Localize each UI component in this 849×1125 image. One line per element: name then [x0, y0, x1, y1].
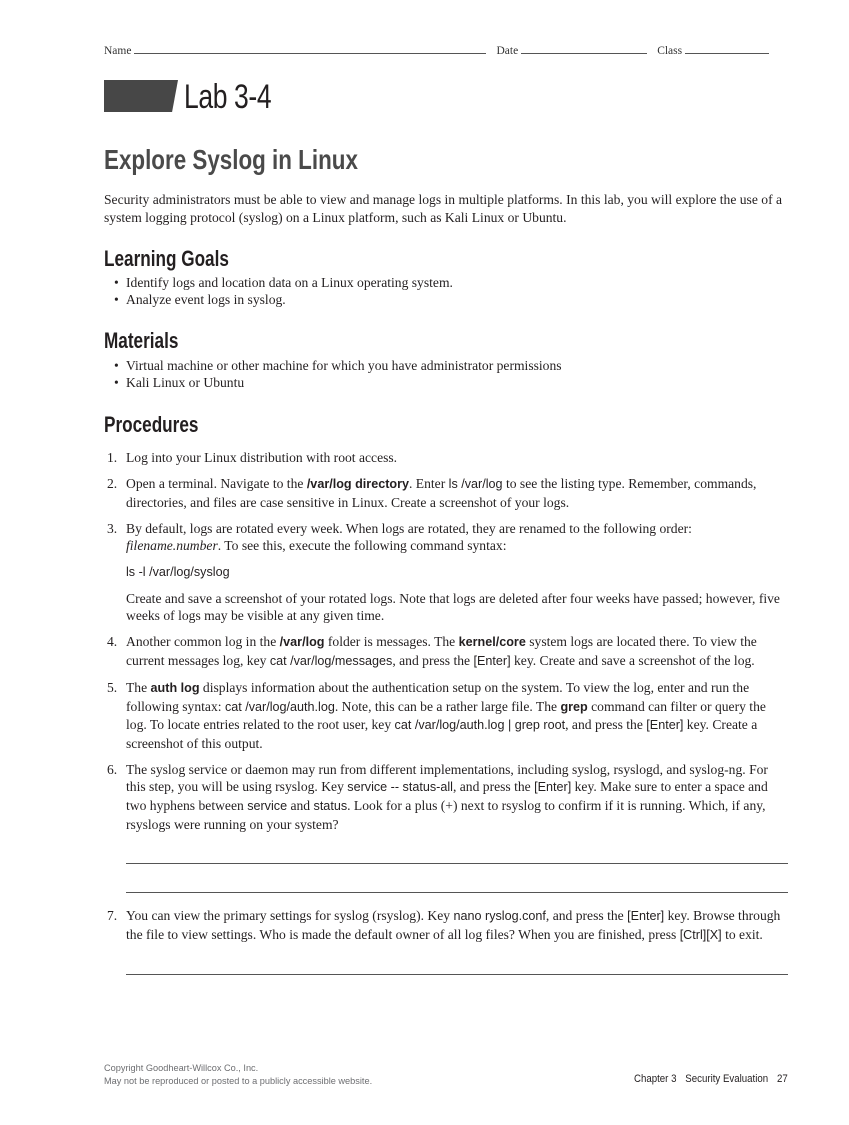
text-run: , and press the: [565, 717, 647, 733]
learning-goals-heading: Learning Goals: [104, 246, 229, 271]
text-run: command can filter or query the log. To locate entries related to the root user, key: [126, 698, 766, 733]
date-field-line[interactable]: [521, 42, 647, 54]
reproduction-notice: May not be reproduced or posted to a publicly accessible website.: [104, 1075, 373, 1086]
inline-code-text: [Ctrl][X]: [679, 927, 722, 942]
procedures-list: [104, 449, 788, 989]
procedure-step: [104, 907, 788, 975]
lab-banner: [104, 78, 788, 116]
procedure-step: [104, 679, 788, 752]
text-run: to exit.: [721, 926, 763, 942]
step-number: 6.: [107, 761, 118, 777]
answer-line[interactable]: [126, 974, 788, 975]
text-run: . To see this, execute the following command syntax:: [217, 538, 507, 554]
student-info-header: [104, 42, 788, 57]
procedure-step: [104, 475, 788, 511]
page-footer: [625, 1073, 788, 1085]
page-number: 27: [777, 1073, 788, 1085]
inline-code-text: service: [247, 799, 288, 813]
inline-code-text: nano ryslog.conf: [453, 909, 546, 924]
name-field-line[interactable]: [134, 42, 486, 54]
text-run: Security administrators must be able to view and manage logs in multiple platforms. In this lab, you will explore the use of a system logging protocol (syslog) on a Linux platform, such as Kali Linux or Ubuntu.: [104, 192, 783, 225]
materials-list: [104, 357, 788, 392]
materials-heading: Materials: [104, 328, 179, 353]
procedures-heading: Procedures: [104, 412, 199, 437]
inline-code-text: status: [313, 799, 348, 813]
text-run: By default, logs are rotated every week. When logs are rotated, they are renamed to the following order:: [126, 520, 692, 536]
inline-code-text: kernel/core: [458, 635, 526, 650]
text-run: key. Create a screenshot of this output.: [126, 717, 758, 751]
step-text: [126, 679, 788, 752]
name-label: Name: [104, 45, 132, 57]
step-number: 7.: [107, 908, 118, 924]
chapter-label: Chapter 3: [634, 1073, 677, 1085]
text-run: . Enter: [409, 476, 449, 492]
text-run: folder is messages. The: [324, 634, 459, 650]
inline-code-text: auth log: [150, 680, 200, 695]
copyright-text: Copyright Goodheart-Willcox Co., Inc.: [104, 1063, 259, 1073]
date-label: Date: [496, 45, 519, 57]
text-run: Open a terminal. Navigate to the: [126, 476, 307, 492]
text-run: to see the listing type. Remember, commands, directories, and files are case sensitive in Linux. Create a screenshot of your logs.: [126, 476, 757, 510]
section-label: Security Evaluation: [685, 1073, 769, 1085]
procedure-step: [104, 761, 788, 893]
step-text: [126, 761, 788, 833]
inline-code-text: service -- status-all: [347, 780, 453, 795]
list-item: • Kali Linux or Ubuntu: [104, 374, 788, 391]
text-run: The: [126, 679, 151, 695]
step-number: 1.: [107, 450, 118, 465]
list-item: • Analyze event logs in syslog.: [104, 291, 788, 308]
procedure-step: [104, 449, 788, 467]
list-item: • Virtual machine or other machine for which you have administrator permissions: [104, 357, 788, 374]
answer-line[interactable]: [126, 863, 788, 864]
text-run: filename.number: [126, 538, 218, 554]
text-run: . Look for a plus (+) next to rsyslog to confirm if it is running. Which, if any, rsyslogs were running on your system?: [126, 798, 766, 832]
inline-code-text: cat /var/log/auth.log: [224, 699, 335, 714]
text-run: The syslog service or daemon may run from different implementations, including syslog, rsyslogd, and syslog-ng. For this step, you will be using rsyslog. Key: [126, 761, 768, 795]
step-text: [126, 907, 788, 944]
list-item: • Identify logs and location data on a Linux operating system.: [104, 274, 788, 291]
lab-banner-bar: [104, 80, 178, 112]
class-label: Class: [657, 45, 683, 57]
inline-code-text: /var/log directory: [306, 477, 409, 492]
step-text: [126, 633, 788, 670]
inline-code-text: ls /var/log: [448, 477, 503, 492]
class-field-line[interactable]: [685, 42, 769, 54]
inline-code-text: [Enter]: [646, 718, 684, 733]
procedure-step: [104, 520, 788, 625]
step-text: [126, 475, 788, 511]
text-run: Log into your Linux distribution with root access.: [126, 450, 398, 465]
text-run: system logs are located there. To view the current messages log, key: [126, 634, 757, 668]
lab-number: Lab 3-4: [184, 78, 272, 116]
text-run: and: [287, 798, 314, 813]
text-run: displays information about the authentication setup on the system. To view the log, enter and run the following syntax:: [126, 679, 750, 714]
procedure-step: [104, 633, 788, 670]
inline-code-text: [Enter]: [627, 909, 665, 924]
learning-goals-list: [104, 274, 788, 309]
text-run: , and press the: [452, 779, 535, 795]
text-run: key. Create and save a screenshot of the log.: [510, 652, 755, 668]
step-followup-text: [126, 590, 788, 625]
text-run: . Note, this can be a rather large file. The: [334, 698, 561, 714]
inline-code-text: cat /var/log/auth.log | grep root: [394, 718, 566, 733]
page-title: Explore Syslog in Linux: [104, 144, 358, 175]
text-run: , and press the: [545, 908, 628, 924]
inline-code-text: [Enter]: [473, 653, 511, 668]
step-number: 3.: [107, 520, 118, 536]
step-text: [126, 449, 788, 467]
text-run: key. Browse through the file to view settings. Who is made the default owner of all log files? When you are finished, press: [126, 908, 781, 942]
command-example: [126, 563, 788, 582]
inline-code-text: [Enter]: [534, 780, 572, 795]
inline-code-text: /var/log: [279, 635, 325, 650]
step-number: 4.: [107, 634, 118, 650]
text-run: Another common log in the: [126, 634, 280, 650]
step-text: [126, 520, 788, 555]
text-run: , and press the: [392, 652, 474, 668]
inline-code-text: cat /var/log/messages: [269, 653, 393, 668]
inline-code-text: grep: [560, 699, 588, 714]
inline-code-text: ls -l /var/log/syslog: [126, 564, 230, 579]
intro-paragraph: [104, 191, 788, 226]
step-number: 2.: [107, 476, 118, 492]
text-run: Create and save a screenshot of your rotated logs. Note that logs are deleted after four weeks have passed; however, five weeks of logs may be visible at any given time.: [126, 590, 780, 624]
step-number: 5.: [107, 679, 118, 695]
text-run: key. Make sure to enter a space and two hyphens between: [126, 779, 768, 813]
answer-line[interactable]: [126, 892, 788, 893]
text-run: You can view the primary settings for syslog (rsyslog). Key: [126, 908, 454, 924]
